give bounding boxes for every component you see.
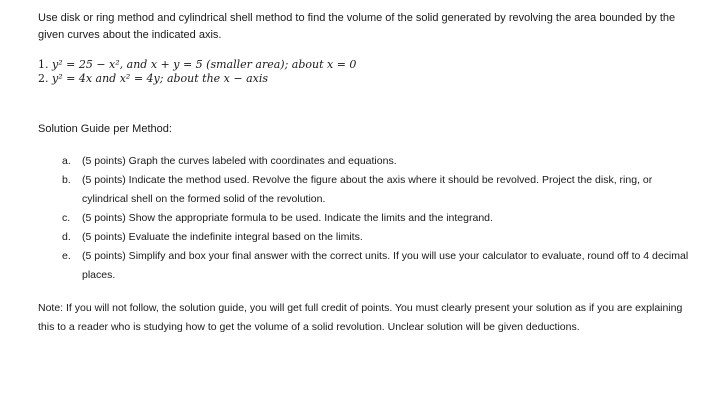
problem-number: 2. — [38, 72, 49, 85]
problem-item — [38, 58, 698, 72]
guide-item — [62, 247, 698, 285]
guide-item-text: (5 points) Simplify and box your final answer with the correct units. If you will use your calculator to evaluate, round off to 4 decimal places. — [82, 250, 689, 281]
problem-number: 1. — [38, 58, 49, 71]
problem-expression: y² = 25 − x², and x + y = 5 (smaller area); about x = 0 — [52, 58, 357, 71]
solution-guide-heading: Solution Guide per Method: — [38, 123, 172, 135]
document — [38, 10, 698, 348]
guide-item-text: (5 points) Indicate the method used. Revolve the figure about the axis where it should be revolved. Project the disk, ring, or cylindrical shell on the formed solid of the revolution. — [82, 174, 653, 205]
guide-item — [62, 171, 698, 209]
guide-item-marker: a. — [62, 155, 71, 167]
guide-item-text: (5 points) Evaluate the indefinite integral based on the limits. — [82, 231, 363, 243]
problem-item — [38, 72, 698, 86]
guide-item-text: (5 points) Show the appropriate formula to be used. Indicate the limits and the integrand. — [82, 212, 493, 224]
guide-item-marker: c. — [62, 212, 71, 224]
guide-item — [62, 152, 698, 171]
guide-item-marker: e. — [62, 250, 71, 262]
guide-item-marker: b. — [62, 174, 71, 186]
problem-list — [38, 58, 698, 86]
guide-item-marker: d. — [62, 231, 71, 243]
instructions-paragraph: Use disk or ring method and cylindrical shell method to find the volume of the solid generated by revolving the area bounded by the given curves about the indicated axis. — [38, 12, 676, 41]
guide-item — [62, 209, 698, 228]
problem-expression: y² = 4x and x² = 4y; about the x − axis — [52, 72, 269, 85]
note-paragraph: Note: If you will not follow, the solution guide, you will get full credit of points. You must clearly present your solution as if you are explaining this to a reader who is studying how to get the volume of a solid revolution. Unclear solution will be given deductions. — [38, 302, 683, 333]
guide-item — [62, 228, 698, 247]
guide-item-text: (5 points) Graph the curves labeled with coordinates and equations. — [82, 155, 397, 167]
solution-guide-list — [38, 152, 698, 285]
